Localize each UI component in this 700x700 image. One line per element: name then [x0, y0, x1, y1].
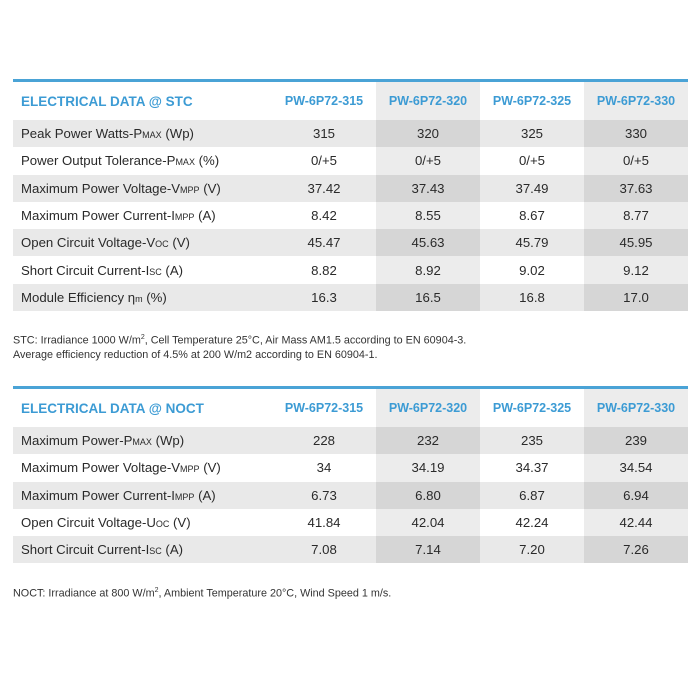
- stc-row-value: 8.42: [272, 202, 376, 229]
- noct-table-row: [13, 509, 688, 536]
- stc-table-block: [13, 79, 688, 311]
- noct-row-value: 7.26: [584, 536, 688, 563]
- stc-row-value: 16.8: [480, 284, 584, 311]
- noct-model-header: PW-6P72-315: [272, 389, 376, 427]
- noct-row-value: 42.04: [376, 509, 480, 536]
- noct-row-value: 41.84: [272, 509, 376, 536]
- noct-table-row: [13, 482, 688, 509]
- noct-table: [13, 389, 688, 563]
- noct-title: ELECTRICAL DATA @ NOCT: [13, 389, 272, 427]
- noct-row-value: 7.08: [272, 536, 376, 563]
- noct-table-block: [13, 386, 688, 563]
- stc-row-value: 0/+5: [584, 147, 688, 174]
- stc-row-value: 320: [376, 120, 480, 147]
- noct-table-row: [13, 536, 688, 563]
- stc-row-label: Maximum Power Voltage-VMPP (V): [13, 175, 272, 202]
- stc-row-value: 17.0: [584, 284, 688, 311]
- stc-row-label: Power Output Tolerance-PMAX (%): [13, 147, 272, 174]
- stc-model-header: PW-6P72-325: [480, 82, 584, 120]
- stc-row-value: 9.12: [584, 256, 688, 283]
- stc-row-value: 0/+5: [272, 147, 376, 174]
- noct-row-value: 235: [480, 427, 584, 454]
- stc-row-value: 45.95: [584, 229, 688, 256]
- noct-row-label: Maximum Power Current-IMPP (A): [13, 482, 272, 509]
- noct-row-label: Maximum Power-PMAX (Wp): [13, 427, 272, 454]
- noct-footnote: NOCT: Irradiance at 800 $W/m^2$, Ambient Temperature 20°C, Wind Speed 1 m/s.: [13, 587, 392, 600]
- stc-row-value: 0/+5: [480, 147, 584, 174]
- stc-title: ELECTRICAL DATA @ STC: [13, 82, 272, 120]
- stc-row-value: 37.43: [376, 175, 480, 202]
- stc-row-value: 16.3: [272, 284, 376, 311]
- stc-row-value: 45.79: [480, 229, 584, 256]
- noct-table-row: [13, 427, 688, 454]
- noct-table-row: [13, 454, 688, 481]
- stc-row-value: 325: [480, 120, 584, 147]
- noct-row-value: 42.44: [584, 509, 688, 536]
- noct-row-value: 7.20: [480, 536, 584, 563]
- noct-row-value: 34: [272, 454, 376, 481]
- stc-model-header: PW-6P72-330: [584, 82, 688, 120]
- stc-table-row: [13, 229, 688, 256]
- stc-row-value: 8.67: [480, 202, 584, 229]
- stc-row-value: 8.77: [584, 202, 688, 229]
- noct-row-label: Maximum Power Voltage-VMPP (V): [13, 454, 272, 481]
- noct-row-value: 7.14: [376, 536, 480, 563]
- stc-row-value: 8.82: [272, 256, 376, 283]
- noct-model-header: PW-6P72-325: [480, 389, 584, 427]
- noct-row-label: Short Circuit Current-ISC (A): [13, 536, 272, 563]
- noct-row-value: 228: [272, 427, 376, 454]
- stc-model-header: PW-6P72-315: [272, 82, 376, 120]
- noct-row-value: 6.87: [480, 482, 584, 509]
- noct-model-header: PW-6P72-330: [584, 389, 688, 427]
- stc-table-row: [13, 120, 688, 147]
- stc-footnote-line2: Average efficiency reduction of 4.5% at 200 W/m2 according to EN 60904-1.: [13, 348, 378, 361]
- noct-row-value: 232: [376, 427, 480, 454]
- stc-table: [13, 82, 688, 311]
- noct-header-row: [13, 389, 688, 427]
- stc-row-value: 16.5: [376, 284, 480, 311]
- stc-model-header: PW-6P72-320: [376, 82, 480, 120]
- noct-row-value: 239: [584, 427, 688, 454]
- noct-row-value: 42.24: [480, 509, 584, 536]
- stc-row-value: 8.92: [376, 256, 480, 283]
- stc-table-row: [13, 147, 688, 174]
- stc-row-value: 37.49: [480, 175, 584, 202]
- stc-table-row: [13, 202, 688, 229]
- stc-row-value: 37.42: [272, 175, 376, 202]
- noct-row-label: Open Circuit Voltage-UOC (V): [13, 509, 272, 536]
- stc-row-label: Maximum Power Current-IMPP (A): [13, 202, 272, 229]
- stc-table-row: [13, 256, 688, 283]
- noct-row-value: 6.80: [376, 482, 480, 509]
- stc-row-label: Open Circuit Voltage-VOC (V): [13, 229, 272, 256]
- stc-row-value: 9.02: [480, 256, 584, 283]
- stc-footnote: [13, 331, 693, 362]
- stc-row-value: 0/+5: [376, 147, 480, 174]
- noct-row-value: 34.54: [584, 454, 688, 481]
- stc-row-label: Peak Power Watts-PMAX (Wp): [13, 120, 272, 147]
- stc-row-value: 45.47: [272, 229, 376, 256]
- noct-row-value: 34.37: [480, 454, 584, 481]
- stc-row-label: Short Circuit Current-ISC (A): [13, 256, 272, 283]
- stc-row-value: 330: [584, 120, 688, 147]
- noct-model-header: PW-6P72-320: [376, 389, 480, 427]
- stc-row-value: 37.63: [584, 175, 688, 202]
- noct-row-value: 34.19: [376, 454, 480, 481]
- stc-header-row: [13, 82, 688, 120]
- stc-row-value: 315: [272, 120, 376, 147]
- stc-row-value: 45.63: [376, 229, 480, 256]
- noct-row-value: 6.94: [584, 482, 688, 509]
- stc-row-label: Module Efficiency ηm (%): [13, 284, 272, 311]
- noct-row-value: 6.73: [272, 482, 376, 509]
- stc-table-row: [13, 175, 688, 202]
- stc-table-row: [13, 284, 688, 311]
- stc-row-value: 8.55: [376, 202, 480, 229]
- stc-footnote-line1: STC: Irradiance 1000 $W/m^2$, Cell Temperature 25°C, Air Mass AM1.5 according to EN 60904-3.: [13, 334, 467, 347]
